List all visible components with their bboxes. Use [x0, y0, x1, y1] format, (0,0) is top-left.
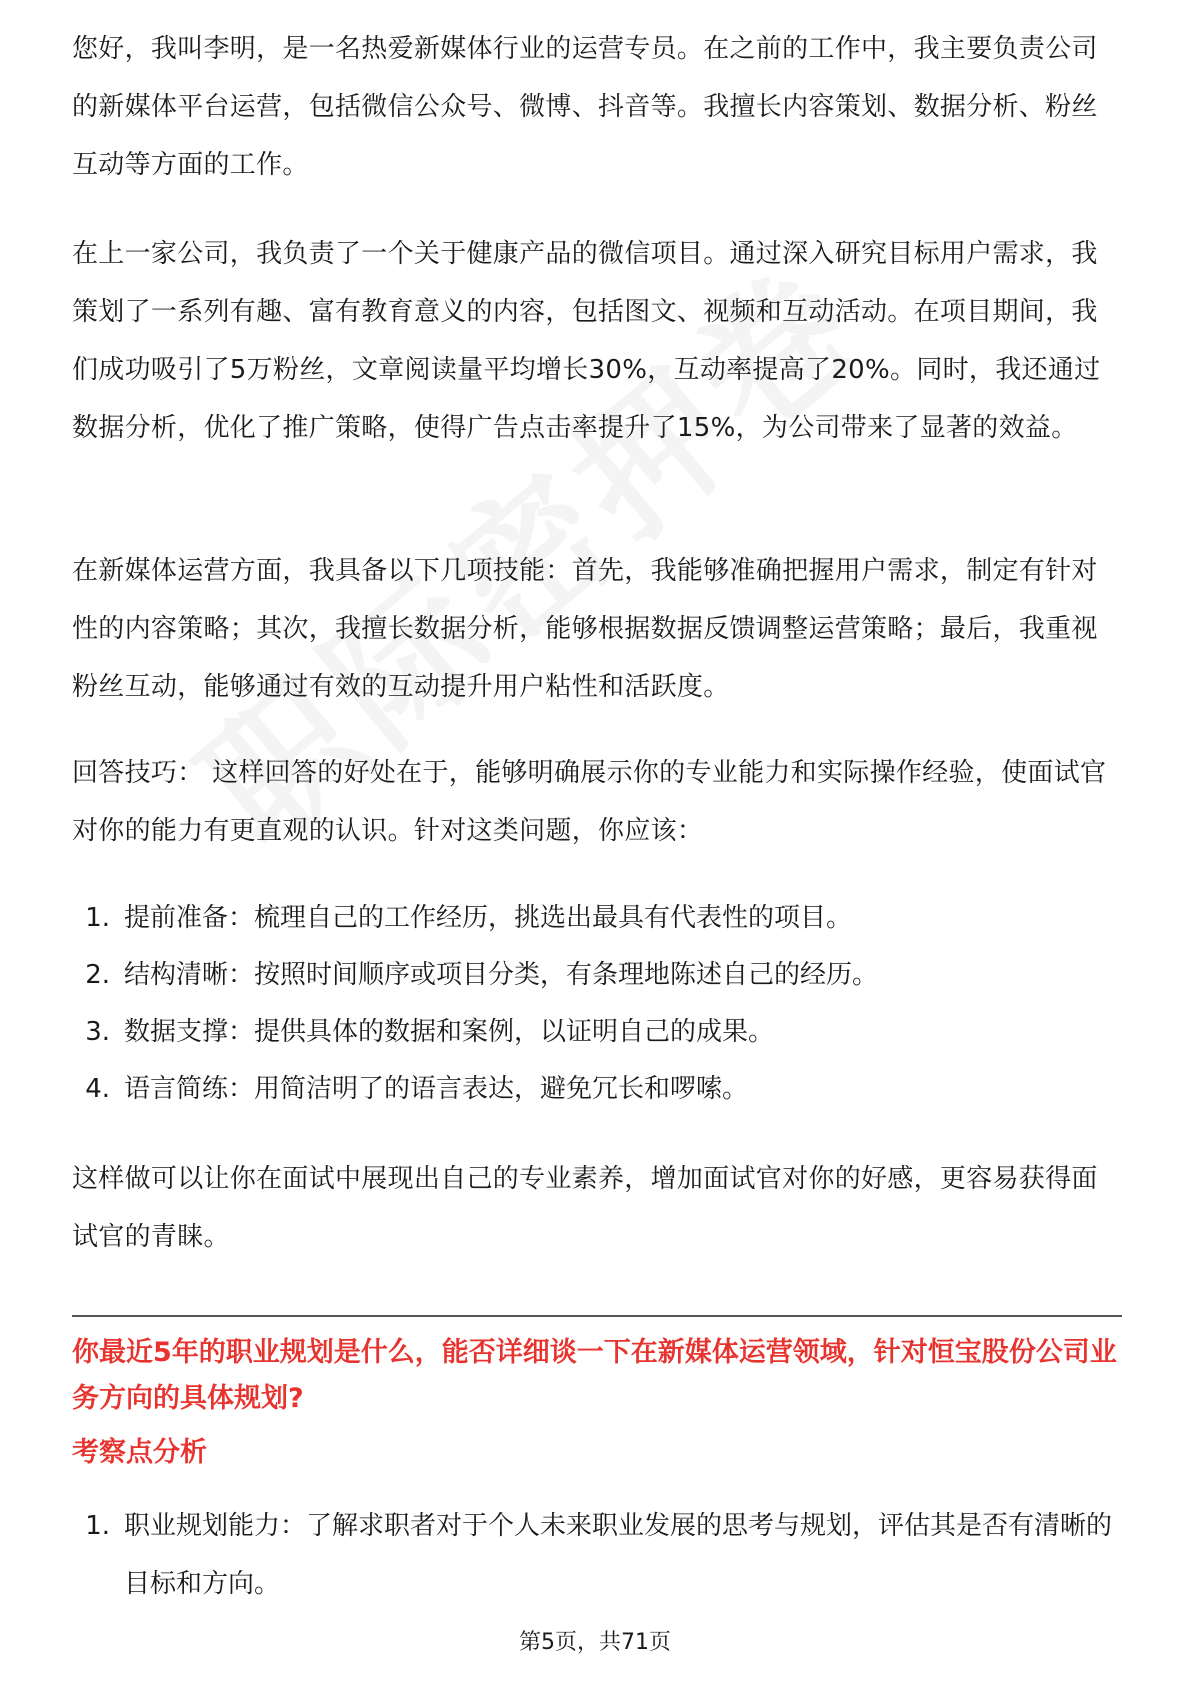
- tips-intro-paragraph: 回答技巧： 这样回答的好处在于，能够明确展示你的专业能力和实际操作经验，使面试官对你的能力有更直观的认识。针对这类问题，你应该：: [72, 758, 1107, 846]
- list-number: 1.: [85, 903, 110, 933]
- list-item: [72, 947, 1122, 1004]
- list-item: [72, 1061, 1122, 1118]
- question-heading: 你最近5年的职业规划是什么，能否详细谈一下在新媒体运营领域，针对恒宝股份公司业务方向的具体规划?: [72, 1337, 1117, 1414]
- skills-paragraph: 在新媒体运营方面，我具备以下几项技能：首先，我能够准确把握用户需求，制定有针对性的内容策略；其次，我擅长数据分析，能够根据数据反馈调整运营策略；最后，我重视粉丝互动，能够通过有效的互动提升用户粘性和活跃度。: [72, 556, 1098, 702]
- list-text: 职业规划能力：了解求职者对于个人未来职业发展的思考与规划，评估其是否有清晰的目标和方向。: [124, 1511, 1113, 1599]
- project-paragraph: 在上一家公司，我负责了一个关于健康产品的微信项目。通过深入研究目标用户需求，我策划了一系列有趣、富有教育意义的内容，包括图文、视频和互动活动。在项目期间，我们成功吸引了5万粉丝，文章阅读量平均增长30%，互动率提高了20%。同时，我还通过数据分析，优化了推广策略，使得广告点击率提升了15%，为公司带来了显著的效益。: [72, 239, 1101, 443]
- conclusion-paragraph: 这样做可以让你在面试中展现出自己的专业素养，增加面试官对你的好感，更容易获得面试官的青睐。: [72, 1164, 1098, 1252]
- list-item: [72, 890, 1122, 947]
- list-item: [72, 1004, 1122, 1061]
- list-text: 提前准备：梳理自己的工作经历，挑选出最具有代表性的项目。: [124, 903, 853, 933]
- analysis-heading: 考察点分析: [72, 1437, 207, 1468]
- list-text: 语言简练：用简洁明了的语言表达，避免冗长和啰嗦。: [124, 1074, 749, 1104]
- list-number: 2.: [85, 960, 110, 990]
- analysis-list: [72, 1497, 1122, 1613]
- tips-list: [72, 890, 1122, 1118]
- list-number: 1.: [85, 1511, 110, 1541]
- page-number: 第5页，共71页: [519, 1630, 671, 1655]
- section-divider: [72, 1315, 1122, 1317]
- list-text: 结构清晰：按照时间顺序或项目分类，有条理地陈述自己的经历。: [124, 960, 879, 990]
- intro-paragraph: 您好，我叫李明，是一名热爱新媒体行业的运营专员。在之前的工作中，我主要负责公司的新媒体平台运营，包括微信公众号、微博、抖音等。我擅长内容策划、数据分析、粉丝互动等方面的工作。: [72, 34, 1098, 180]
- list-item: [72, 1497, 1122, 1613]
- list-number: 3.: [85, 1017, 110, 1047]
- list-number: 4.: [85, 1074, 110, 1104]
- list-text: 数据支撑：提供具体的数据和案例，以证明自己的成果。: [124, 1017, 775, 1047]
